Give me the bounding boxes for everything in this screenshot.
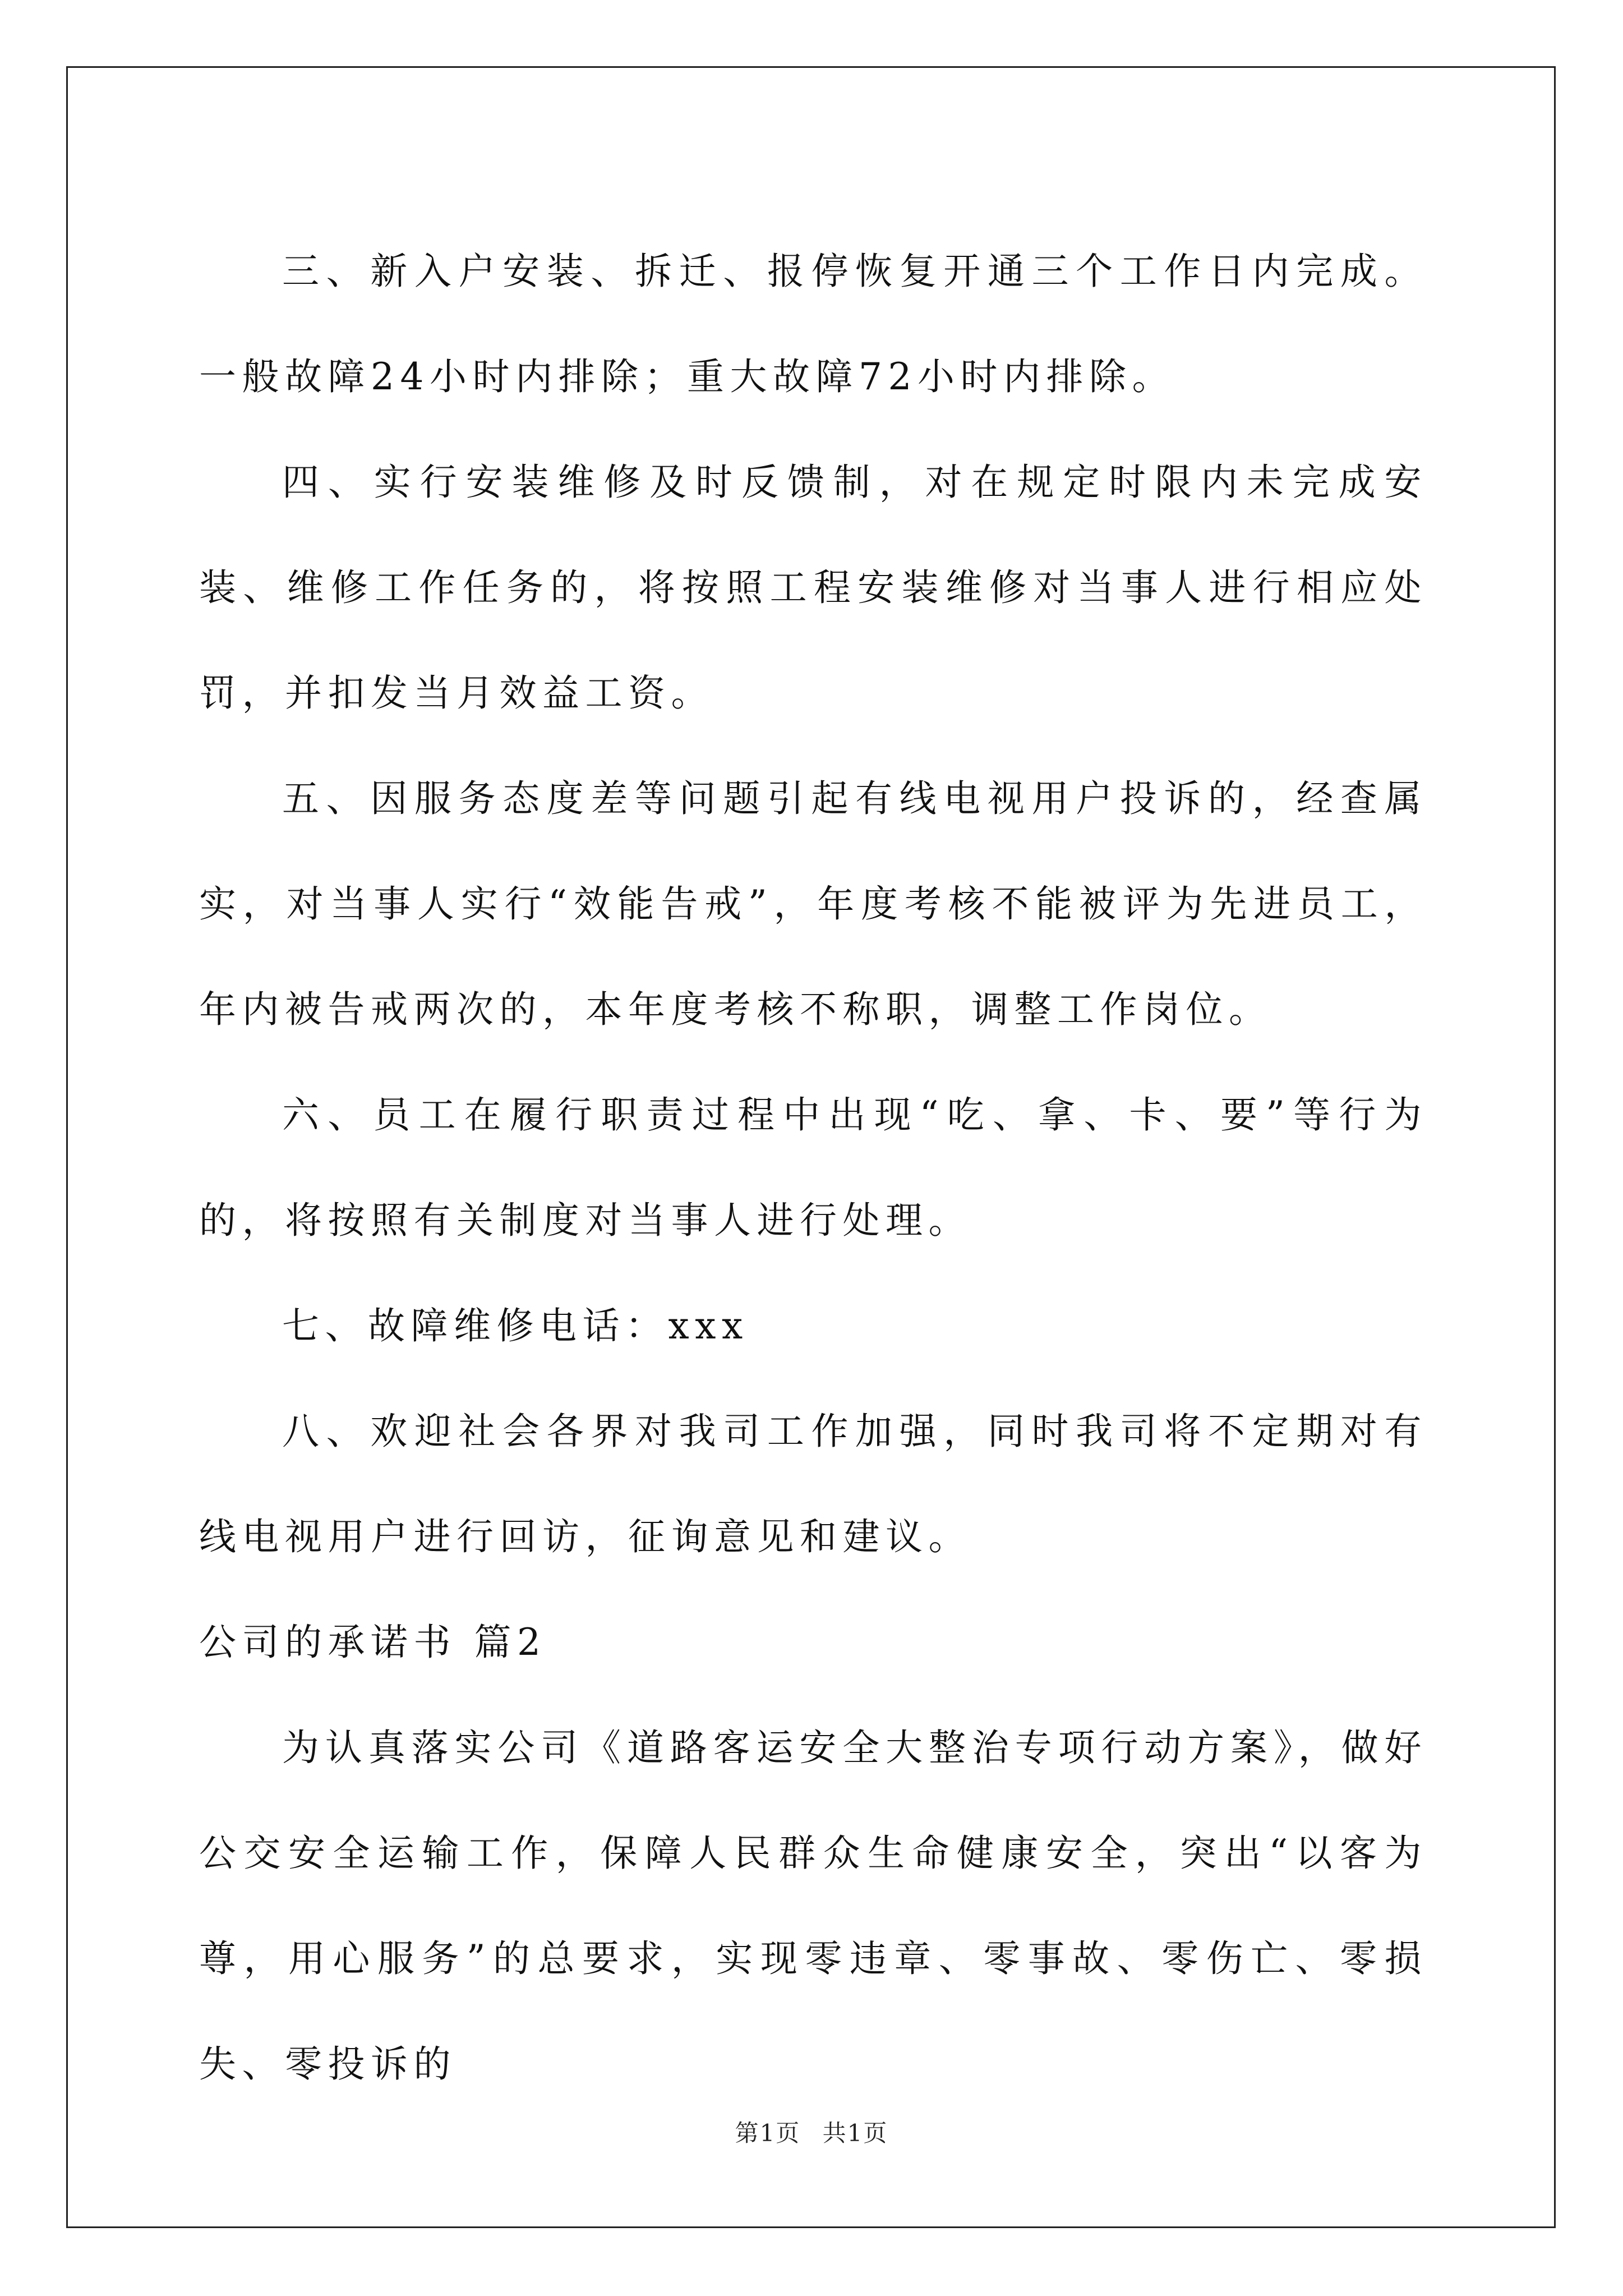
paragraph-3: 三、新入户安装、拆迁、报停恢复开通三个工作日内完成。一般故障24小时内排除；重大故障72小时内排除。 — [199, 250, 1427, 398]
paragraph-6: 六、员工在履行职责过程中出现“吃、拿、卡、要”等行为的，将按照有关制度对当事人进行处理。 — [199, 1093, 1427, 1242]
paragraph-7: 七、故障维修电话：xxx — [282, 1304, 749, 1347]
paragraph-intro: 为认真落实公司《道路客运安全大整治专项行动方案》，做好公交安全运输工作，保障人民群众生命健康安全，突出“以客为尊，用心服务”的总要求，实现零违章、零事故、零伤亡、零损失、零投诉的 — [199, 1726, 1427, 2086]
page-footer — [0, 2115, 1623, 2148]
page-number: 第1页 — [735, 2119, 801, 2147]
paragraph-4: 四、实行安装维修及时反馈制，对在规定时限内未完成安装、维修工作任务的，将按照工程安装维修对当事人进行相应处罚，并扣发当月效益工资。 — [199, 461, 1427, 715]
document-body — [199, 219, 1427, 2117]
section-heading: 公司的承诺书 篇2 — [199, 1621, 547, 1664]
page-total: 共1页 — [822, 2119, 888, 2147]
paragraph-5: 五、因服务态度差等问题引起有线电视用户投诉的，经查属实，对当事人实行“效能告戒”，年度考核不能被评为先进员工，年内被告戒两次的，本年度考核不称职，调整工作岗位。 — [199, 777, 1427, 1031]
paragraph-8: 八、欢迎社会各界对我司工作加强，同时我司将不定期对有线电视用户进行回访，征询意见和建议。 — [199, 1410, 1427, 1558]
